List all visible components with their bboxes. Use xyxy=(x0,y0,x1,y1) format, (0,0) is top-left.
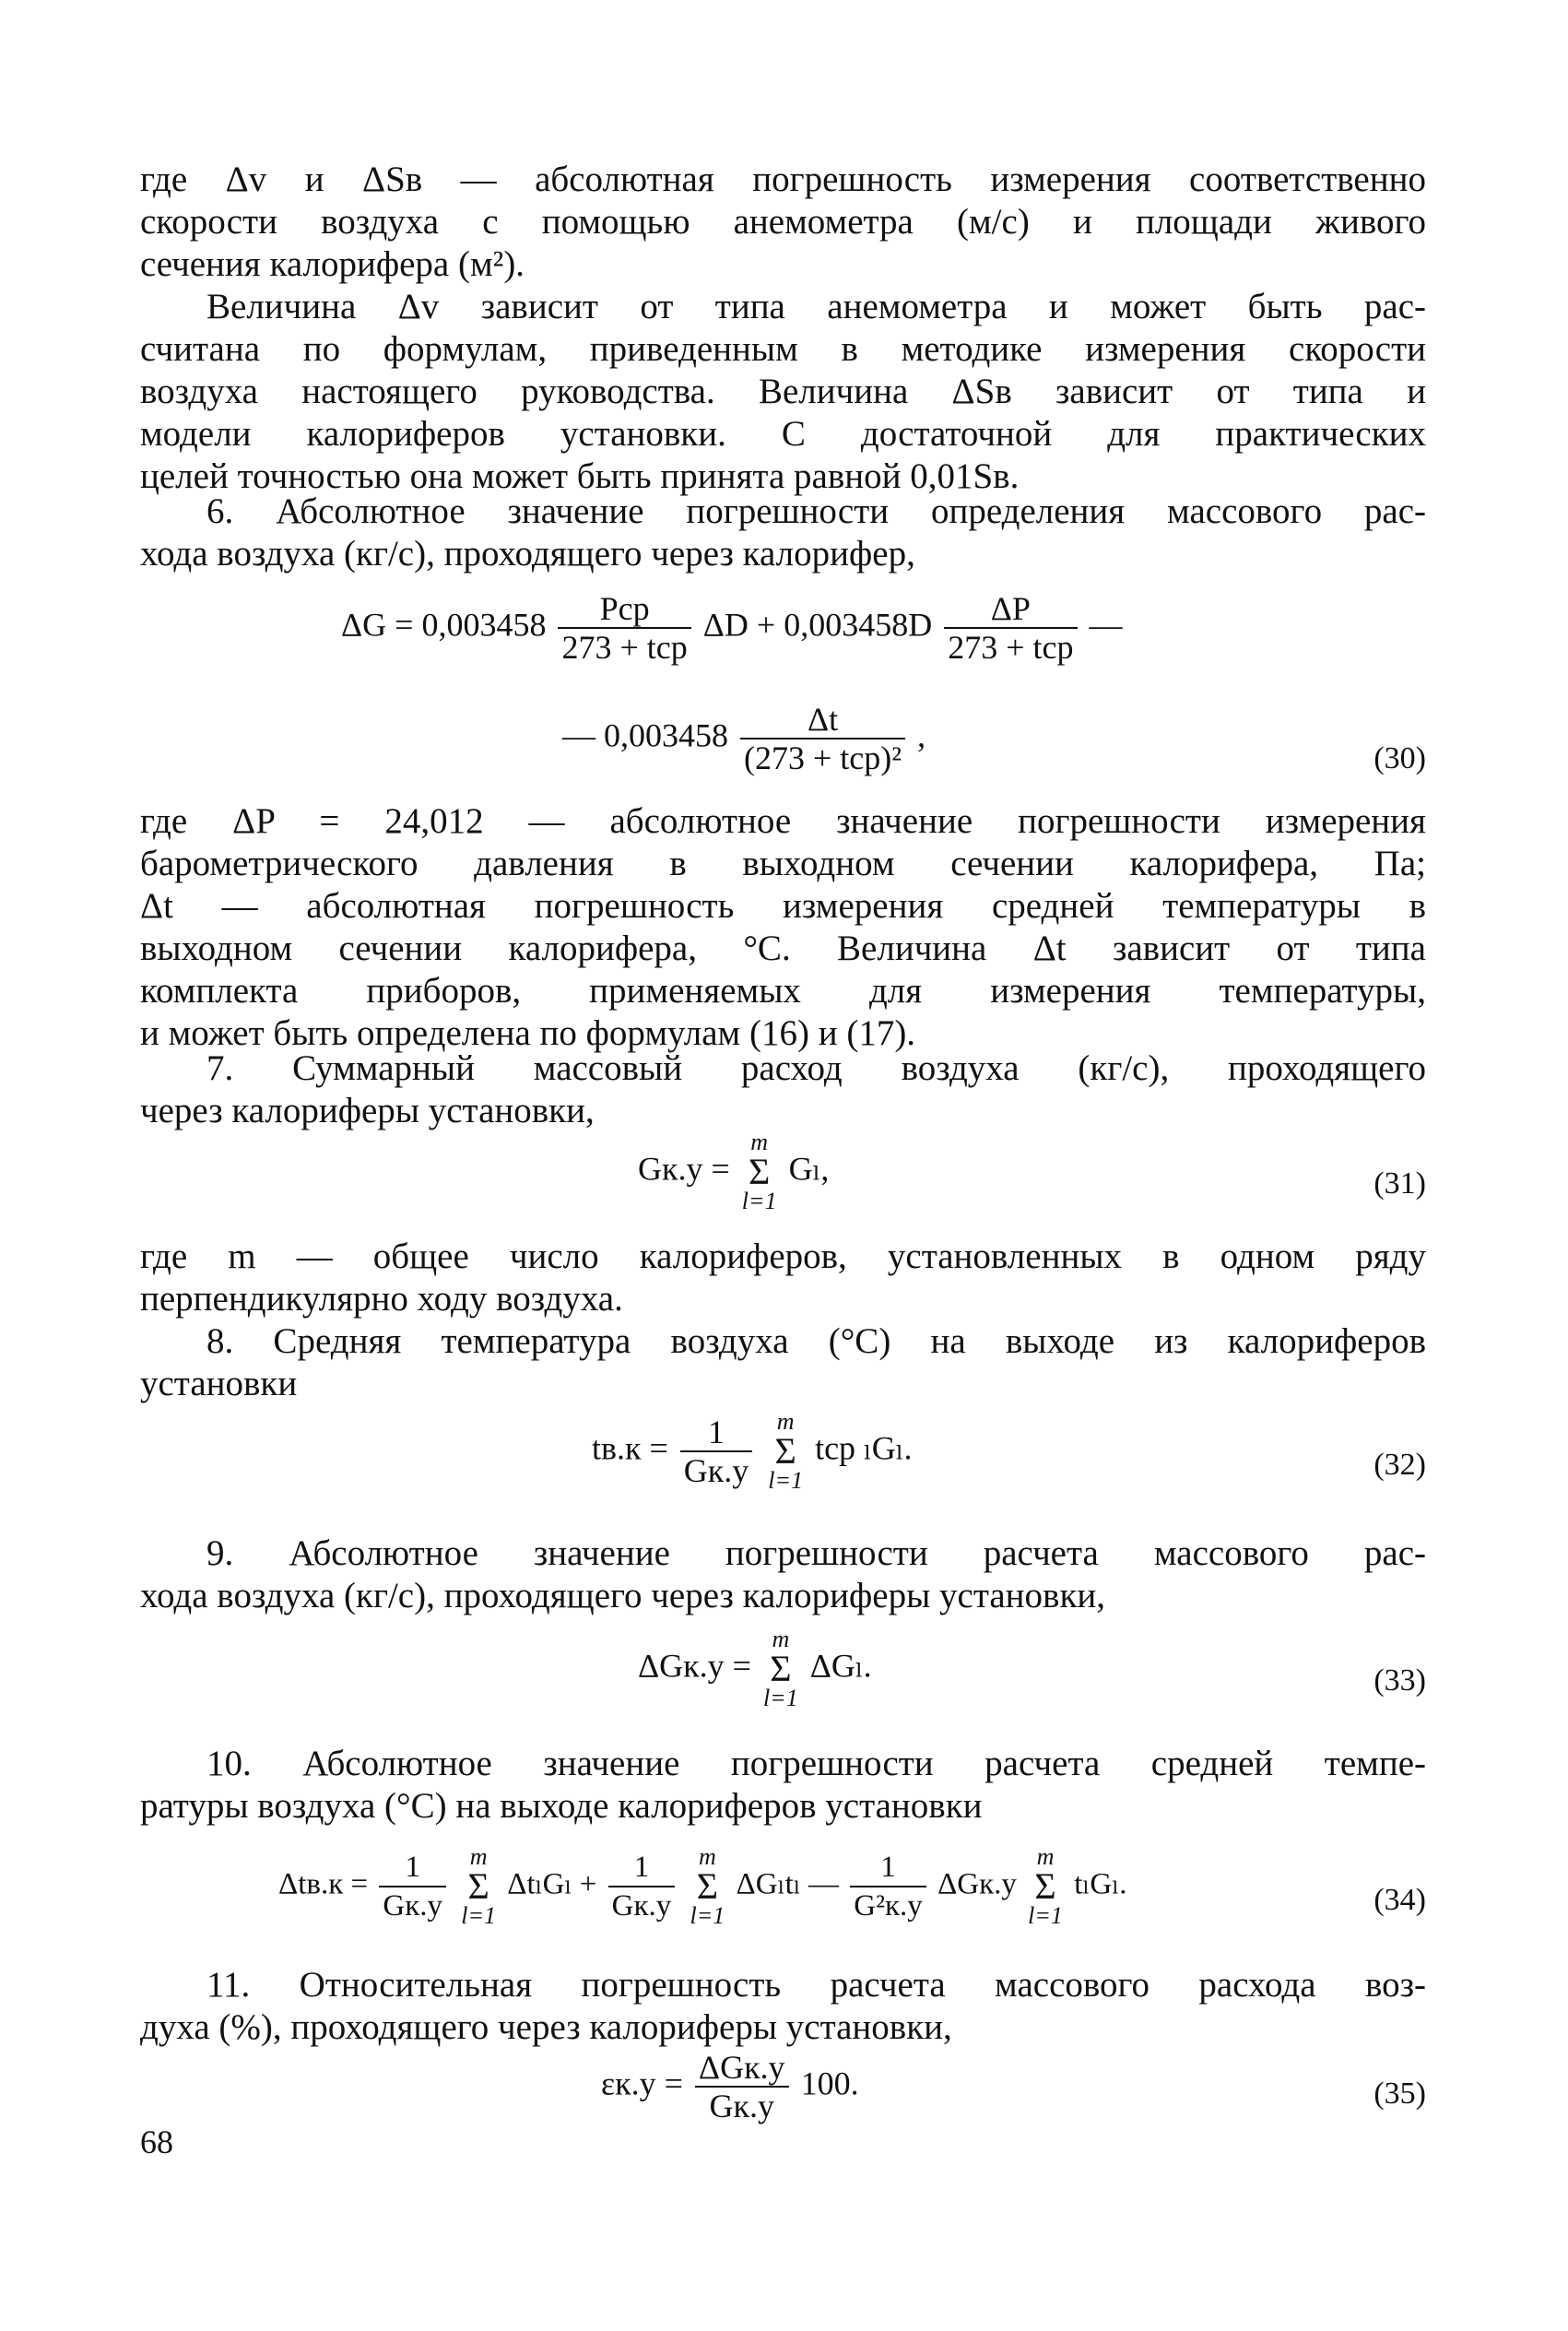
fraction-denominator: 273 + tср xyxy=(944,627,1077,666)
text-line: 8. Средняя температура воздуха (°С) на выходе из калориферов xyxy=(206,1321,1426,1361)
sum-symbol xyxy=(1028,1844,1063,1929)
fraction-denominator: 273 + tср xyxy=(558,627,690,666)
text-line: скорости воздуха с помощью анемометра (м/с) и площади живого xyxy=(140,202,1426,242)
paragraph-item-11 xyxy=(140,1964,1426,2049)
sigma-symbol: Σ xyxy=(770,1648,792,1689)
eq-term: ΔD + 0,003458D xyxy=(702,606,933,644)
text-line: перпендикулярно ходу воздуха. xyxy=(140,1279,623,1319)
sum-upper-limit: m xyxy=(1036,1843,1055,1870)
text-line: хода воздуха (кг/с), проходящего через калориферы установки, xyxy=(140,1576,1106,1615)
fraction xyxy=(608,1849,676,1924)
text-line: выходном сечении калорифера, °С. Величина Δt зависит от типа xyxy=(140,929,1426,968)
text-line: 9. Абсолютное значение погрешности расчета массового рас- xyxy=(206,1533,1426,1573)
sum-symbol xyxy=(768,1409,803,1494)
equation-31-body xyxy=(638,1130,829,1214)
text-line: 11. Относительная погрешность расчета массового расхода воз- xyxy=(206,1965,1426,2005)
paragraph-item-8 xyxy=(140,1320,1426,1405)
text-line: через калориферы установки, xyxy=(140,1091,595,1130)
fraction xyxy=(558,590,690,666)
sum-upper-limit: m xyxy=(776,1408,795,1435)
sigma-symbol: Σ xyxy=(696,1865,719,1907)
eq-term: , xyxy=(917,716,926,754)
eq-term: ΔGₗ. xyxy=(809,1647,872,1685)
equation-32 xyxy=(140,1409,1426,1520)
fraction-numerator: 1 xyxy=(708,1414,725,1450)
equation-30-line-1 xyxy=(341,590,1123,666)
text-line: сечения калорифера (м²). xyxy=(140,244,525,284)
text-line: Величина Δv зависит от типа анемометра и может быть рас- xyxy=(206,287,1426,326)
fraction-denominator: (273 + tср)² xyxy=(740,738,905,776)
paragraph-item-6 xyxy=(140,491,1426,575)
sigma-symbol: Σ xyxy=(774,1430,796,1472)
sum-upper-limit: m xyxy=(469,1843,488,1870)
text-line: 7. Суммарный массовый расход воздуха (кг/с), проходящего xyxy=(206,1048,1426,1088)
sum-lower-limit: l=1 xyxy=(690,1902,725,1929)
equation-35 xyxy=(140,2049,1426,2150)
eq-term: εк.у = xyxy=(601,2065,683,2102)
fraction xyxy=(379,1849,446,1924)
sum-symbol xyxy=(461,1844,496,1929)
eq-term: tср ₗGₗ. xyxy=(815,1429,913,1467)
fraction xyxy=(850,1849,926,1924)
equation-30-line-2 xyxy=(562,701,925,776)
eq-term: 100. xyxy=(800,2065,859,2102)
fraction-numerator: Pср xyxy=(599,590,650,627)
equation-number: (34) xyxy=(1373,1883,1426,1917)
fraction xyxy=(944,590,1077,666)
sum-symbol xyxy=(690,1844,725,1929)
paragraph-item-9 xyxy=(140,1532,1426,1617)
text-line: барометрического давления в выходном сечении калорифера, Па; xyxy=(140,844,1426,883)
text-line: и может быть определена по формулам (16) и (17). xyxy=(140,1013,916,1053)
eq-term: — 0,003458 xyxy=(562,716,728,754)
eq-term: Gк.у = xyxy=(638,1150,730,1188)
fraction xyxy=(740,701,905,776)
text-line: 10. Абсолютное значение погрешности расчета средней темпе- xyxy=(206,1744,1426,1783)
fraction-denominator: Gк.у xyxy=(379,1886,446,1924)
paragraph-item-10 xyxy=(140,1743,1426,1828)
sum-symbol xyxy=(742,1130,777,1214)
sum-symbol xyxy=(763,1627,798,1711)
eq-term: — xyxy=(1089,606,1123,644)
eq-term: ΔGк.у xyxy=(937,1867,1017,1901)
equation-35-body xyxy=(601,2049,859,2124)
paragraph-dp-description xyxy=(140,800,1426,1055)
eq-term: ΔG = 0,003458 xyxy=(341,606,547,644)
fraction-denominator: Gк.у xyxy=(608,1886,676,1924)
text-line: комплекта приборов, применяемых для измерения температуры, xyxy=(140,971,1426,1011)
sum-upper-limit: m xyxy=(772,1626,790,1652)
sigma-symbol: Σ xyxy=(467,1865,489,1907)
equation-number: (35) xyxy=(1373,2077,1426,2111)
equation-number: (32) xyxy=(1373,1448,1426,1482)
page-number: 68 xyxy=(140,2124,173,2160)
sum-lower-limit: l=1 xyxy=(1028,1902,1063,1929)
fraction-numerator: ΔP xyxy=(990,590,1031,627)
sum-upper-limit: m xyxy=(750,1129,769,1155)
equation-34 xyxy=(140,1844,1426,1955)
paragraph-item-7 xyxy=(140,1047,1426,1132)
eq-term: ΔGₗtₗ — xyxy=(736,1867,840,1901)
equation-33-body xyxy=(638,1627,872,1711)
eq-term: Δtв.к = xyxy=(278,1867,369,1901)
eq-term: tₗGₗ. xyxy=(1074,1867,1127,1901)
eq-term: tв.к = xyxy=(592,1429,668,1467)
sum-lower-limit: l=1 xyxy=(461,1902,497,1929)
text-line: целей точностью она может быть принята равной 0,01Sв. xyxy=(140,456,1020,496)
sum-upper-limit: m xyxy=(699,1843,716,1870)
equation-34-body xyxy=(278,1844,1126,1929)
paragraph-dv-description xyxy=(140,286,1426,498)
fraction-numerator: 1 xyxy=(880,1851,896,1884)
eq-term: Gₗ, xyxy=(788,1150,830,1188)
sum-lower-limit: l=1 xyxy=(741,1188,777,1214)
equation-33 xyxy=(140,1627,1426,1728)
fraction-denominator: Gк.у xyxy=(680,1450,753,1489)
text-line: считана по формулам, приведенным в методике измерения скорости xyxy=(140,329,1426,369)
fraction xyxy=(680,1414,753,1489)
eq-term: ΔtₗGₗ + xyxy=(507,1867,597,1901)
text-line: где ΔP = 24,012 — абсолютное значение погрешности измерения xyxy=(140,801,1426,841)
fraction-denominator: G²к.у xyxy=(850,1886,926,1924)
text-line: где m — общее число калориферов, установленных в одном ряду xyxy=(140,1236,1426,1276)
fraction-numerator: Δt xyxy=(807,701,839,738)
paragraph-m-description xyxy=(140,1236,1426,1320)
eq-term: ΔGк.у = xyxy=(638,1647,751,1685)
text-line: 6. Абсолютное значение погрешности определения массового рас- xyxy=(206,491,1426,531)
equation-30 xyxy=(140,590,1426,802)
sigma-symbol: Σ xyxy=(1034,1865,1056,1907)
sigma-symbol: Σ xyxy=(749,1151,771,1192)
fraction-denominator: Gк.у xyxy=(695,2086,789,2124)
equation-number: (31) xyxy=(1373,1166,1426,1201)
equation-number: (33) xyxy=(1373,1663,1426,1698)
text-line: установки xyxy=(140,1364,298,1403)
text-line: хода воздуха (кг/с), проходящего через калорифер, xyxy=(140,534,915,574)
text-line: ратуры воздуха (°С) на выходе калориферов установки xyxy=(140,1786,983,1826)
text-line: где Δv и ΔSв — абсолютная погрешность измерения соответственно xyxy=(140,160,1426,199)
fraction-numerator: ΔGк.у xyxy=(698,2049,785,2086)
paragraph-error-definitions xyxy=(140,159,1426,286)
text-line: духа (%), проходящего через калориферы установки, xyxy=(140,2007,952,2047)
equation-31 xyxy=(140,1130,1426,1231)
equation-number: (30) xyxy=(1373,741,1426,775)
text-line: модели калориферов установки. С достаточной для практических xyxy=(140,414,1426,454)
fraction-numerator: 1 xyxy=(405,1851,420,1884)
sum-lower-limit: l=1 xyxy=(768,1467,804,1494)
sum-lower-limit: l=1 xyxy=(762,1685,798,1711)
fraction-numerator: 1 xyxy=(633,1851,650,1884)
fraction xyxy=(695,2049,789,2124)
equation-32-body xyxy=(592,1409,913,1494)
text-line: воздуха настоящего руководства. Величина ΔSв зависит от типа и xyxy=(140,372,1426,411)
text-line: Δt — абсолютная погрешность измерения средней температуры в xyxy=(140,886,1426,926)
